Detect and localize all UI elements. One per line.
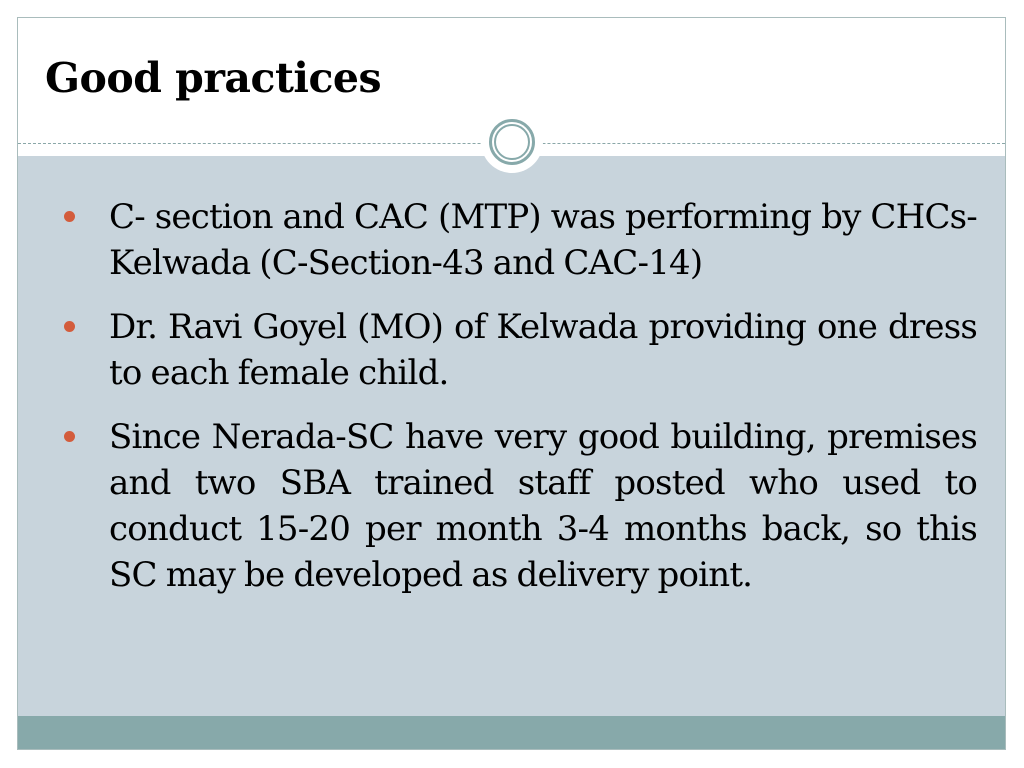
bullet-text: C- section and CAC (MTP) was performing by CHCs-Kelwada (C-Section-43 and CAC-14) [109,197,977,283]
bullet-item [18,304,1005,396]
bullet-dot-icon [64,321,75,332]
bullet-dot-icon [64,431,75,442]
bullet-text: Dr. Ravi Goyel (MO) of Kelwada providing one dress to each female child. [109,307,977,393]
bullet-item [18,414,1005,598]
slide [17,17,1006,750]
bullet-text: Since Nerada-SC have very good building, premises and two SBA trained staff posted who used to conduct 15-20 per month 3-4 months back, so this SC may be developed as delivery point. [109,417,977,595]
bullet-item [18,194,1005,286]
bullet-dot-icon [64,211,75,222]
circle-ornament-icon [481,111,543,173]
bullet-list [18,194,1005,616]
footer-band [18,716,1005,750]
slide-title: Good practices [45,54,382,102]
